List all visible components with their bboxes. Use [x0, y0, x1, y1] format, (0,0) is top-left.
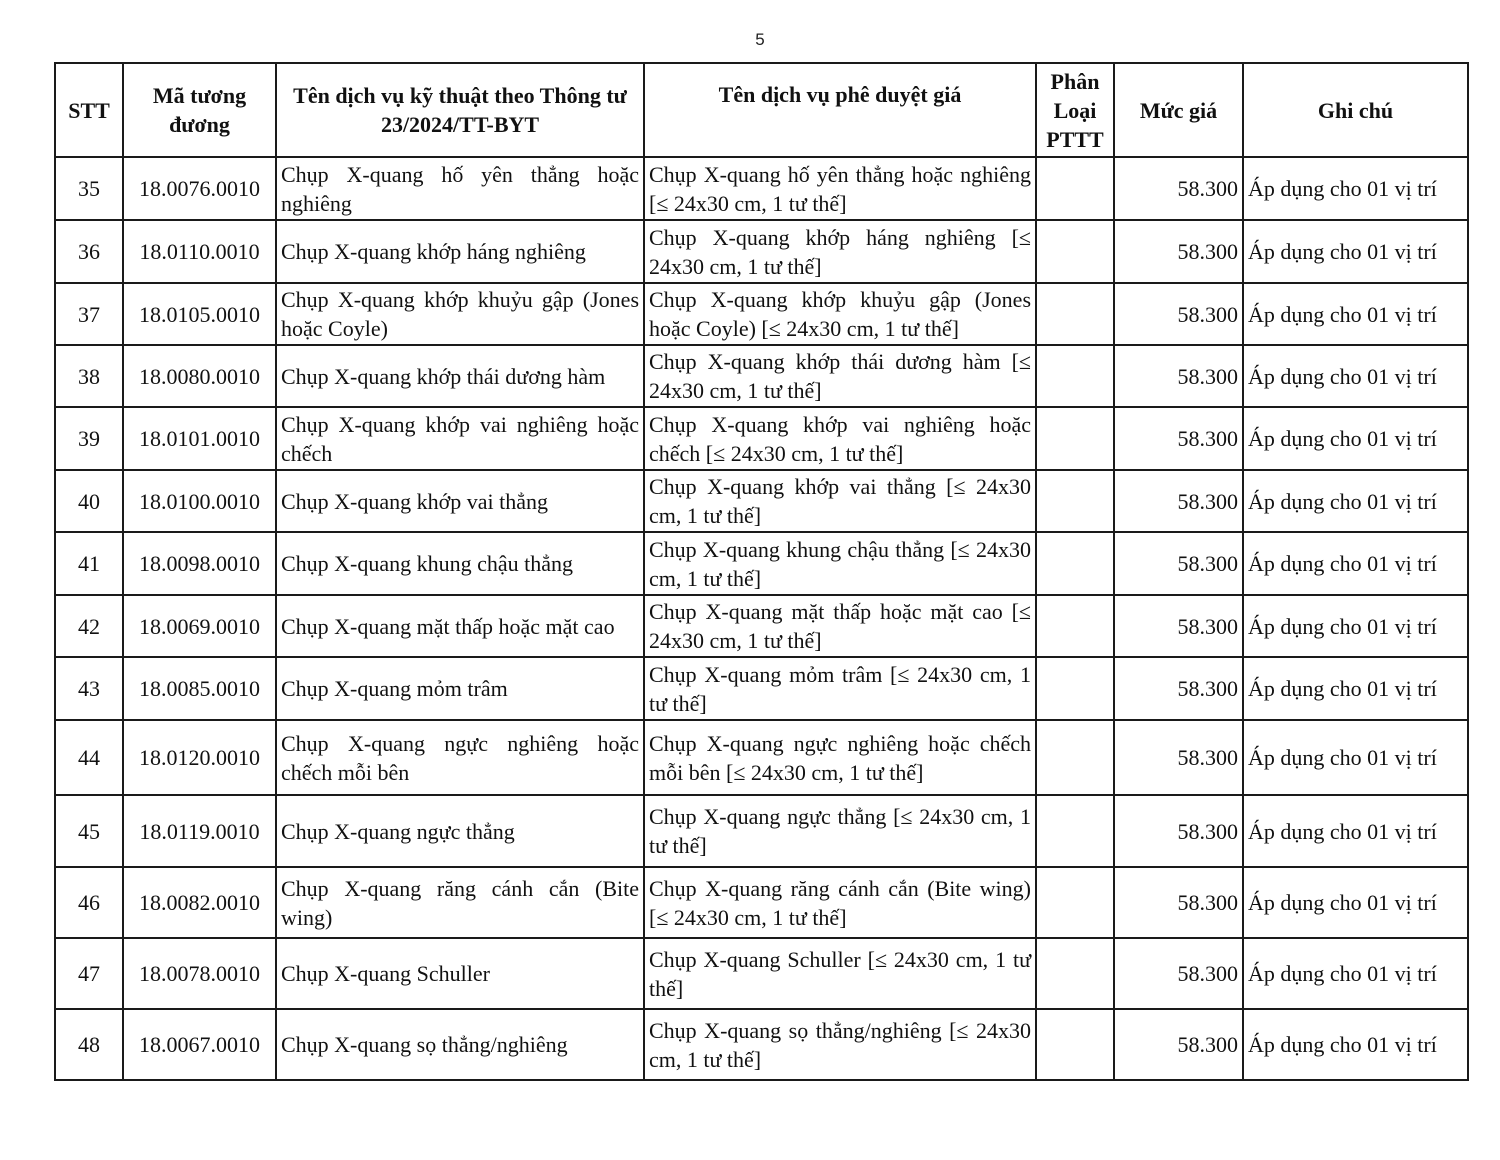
cell-classification [1036, 345, 1114, 407]
cell-classification [1036, 470, 1114, 532]
table-row [55, 345, 1468, 407]
header-note: Ghi chú [1243, 63, 1468, 157]
cell-code: 18.0082.0010 [123, 867, 276, 938]
cell-note: Áp dụng cho 01 vị trí [1243, 720, 1468, 795]
cell-classification [1036, 1009, 1114, 1080]
cell-service-name: Chụp X-quang mỏm trâm [276, 657, 644, 720]
cell-stt: 36 [55, 220, 123, 283]
cell-service-name: Chụp X-quang khớp khuỷu gập (Jones hoặc Coyle) [276, 283, 644, 345]
cell-price: 58.300 [1114, 657, 1243, 720]
cell-classification [1036, 157, 1114, 220]
cell-service-name: Chụp X-quang ngực nghiêng hoặc chếch mỗi bên [276, 720, 644, 795]
table-row [55, 938, 1468, 1009]
cell-approved-name: Chụp X-quang sọ thẳng/nghiêng [≤ 24x30 cm, 1 tư thế] [644, 1009, 1036, 1080]
table-header [55, 63, 1468, 157]
cell-stt: 43 [55, 657, 123, 720]
cell-stt: 35 [55, 157, 123, 220]
cell-classification [1036, 938, 1114, 1009]
header-code: Mã tương đương [123, 63, 276, 157]
cell-approved-name: Chụp X-quang hố yên thẳng hoặc nghiêng [≤ 24x30 cm, 1 tư thế] [644, 157, 1036, 220]
cell-classification [1036, 283, 1114, 345]
cell-classification [1036, 867, 1114, 938]
cell-code: 18.0110.0010 [123, 220, 276, 283]
cell-service-name: Chụp X-quang Schuller [276, 938, 644, 1009]
cell-price: 58.300 [1114, 157, 1243, 220]
cell-classification [1036, 657, 1114, 720]
cell-price: 58.300 [1114, 1009, 1243, 1080]
header-classification: Phân Loại PTTT [1036, 63, 1114, 157]
cell-price: 58.300 [1114, 283, 1243, 345]
table-row [55, 532, 1468, 595]
table-row [55, 407, 1468, 470]
table-row [55, 867, 1468, 938]
cell-note: Áp dụng cho 01 vị trí [1243, 157, 1468, 220]
cell-price: 58.300 [1114, 720, 1243, 795]
header-approved-name: Tên dịch vụ phê duyệt giá [644, 63, 1036, 157]
cell-classification [1036, 220, 1114, 283]
header-price: Mức giá [1114, 63, 1243, 157]
cell-approved-name: Chụp X-quang mỏm trâm [≤ 24x30 cm, 1 tư thế] [644, 657, 1036, 720]
cell-stt: 38 [55, 345, 123, 407]
cell-approved-name: Chụp X-quang khớp vai nghiêng hoặc chếch [≤ 24x30 cm, 1 tư thế] [644, 407, 1036, 470]
cell-approved-name: Chụp X-quang ngực nghiêng hoặc chếch mỗi bên [≤ 24x30 cm, 1 tư thế] [644, 720, 1036, 795]
cell-approved-name: Chụp X-quang mặt thấp hoặc mặt cao [≤ 24x30 cm, 1 tư thế] [644, 595, 1036, 657]
cell-note: Áp dụng cho 01 vị trí [1243, 595, 1468, 657]
table-row [55, 283, 1468, 345]
cell-price: 58.300 [1114, 938, 1243, 1009]
cell-service-name: Chụp X-quang răng cánh cắn (Bite wing) [276, 867, 644, 938]
cell-service-name: Chụp X-quang mặt thấp hoặc mặt cao [276, 595, 644, 657]
cell-approved-name: Chụp X-quang khớp thái dương hàm [≤ 24x30 cm, 1 tư thế] [644, 345, 1036, 407]
cell-approved-name: Chụp X-quang ngực thẳng [≤ 24x30 cm, 1 tư thế] [644, 795, 1036, 867]
table-body [55, 157, 1468, 1080]
table-row [55, 657, 1468, 720]
cell-stt: 45 [55, 795, 123, 867]
cell-note: Áp dụng cho 01 vị trí [1243, 283, 1468, 345]
cell-approved-name: Chụp X-quang khớp khuỷu gập (Jones hoặc Coyle) [≤ 24x30 cm, 1 tư thế] [644, 283, 1036, 345]
table-row [55, 1009, 1468, 1080]
cell-approved-name: Chụp X-quang khớp háng nghiêng [≤ 24x30 cm, 1 tư thế] [644, 220, 1036, 283]
cell-note: Áp dụng cho 01 vị trí [1243, 532, 1468, 595]
cell-stt: 48 [55, 1009, 123, 1080]
cell-note: Áp dụng cho 01 vị trí [1243, 1009, 1468, 1080]
cell-code: 18.0105.0010 [123, 283, 276, 345]
cell-service-name: Chụp X-quang ngực thẳng [276, 795, 644, 867]
cell-approved-name: Chụp X-quang khung chậu thẳng [≤ 24x30 cm, 1 tư thế] [644, 532, 1036, 595]
cell-price: 58.300 [1114, 532, 1243, 595]
cell-note: Áp dụng cho 01 vị trí [1243, 938, 1468, 1009]
cell-classification [1036, 795, 1114, 867]
cell-service-name: Chụp X-quang khung chậu thẳng [276, 532, 644, 595]
cell-classification [1036, 595, 1114, 657]
cell-stt: 40 [55, 470, 123, 532]
page-number: 5 [755, 30, 765, 49]
cell-note: Áp dụng cho 01 vị trí [1243, 407, 1468, 470]
cell-classification [1036, 532, 1114, 595]
table-row [55, 795, 1468, 867]
cell-approved-name: Chụp X-quang răng cánh cắn (Bite wing) [≤ 24x30 cm, 1 tư thế] [644, 867, 1036, 938]
cell-note: Áp dụng cho 01 vị trí [1243, 470, 1468, 532]
cell-price: 58.300 [1114, 595, 1243, 657]
cell-stt: 42 [55, 595, 123, 657]
cell-service-name: Chụp X-quang hố yên thẳng hoặc nghiêng [276, 157, 644, 220]
cell-price: 58.300 [1114, 407, 1243, 470]
cell-service-name: Chụp X-quang khớp vai thẳng [276, 470, 644, 532]
cell-stt: 37 [55, 283, 123, 345]
cell-classification [1036, 720, 1114, 795]
cell-code: 18.0067.0010 [123, 1009, 276, 1080]
table-row [55, 595, 1468, 657]
cell-stt: 41 [55, 532, 123, 595]
cell-price: 58.300 [1114, 220, 1243, 283]
cell-code: 18.0100.0010 [123, 470, 276, 532]
cell-code: 18.0078.0010 [123, 938, 276, 1009]
cell-note: Áp dụng cho 01 vị trí [1243, 795, 1468, 867]
cell-price: 58.300 [1114, 867, 1243, 938]
table-row [55, 720, 1468, 795]
table-row [55, 220, 1468, 283]
header-service-name: Tên dịch vụ kỹ thuật theo Thông tư 23/2024/TT-BYT [276, 63, 644, 157]
cell-approved-name: Chụp X-quang Schuller [≤ 24x30 cm, 1 tư thế] [644, 938, 1036, 1009]
cell-service-name: Chụp X-quang sọ thẳng/nghiêng [276, 1009, 644, 1080]
cell-service-name: Chụp X-quang khớp vai nghiêng hoặc chếch [276, 407, 644, 470]
cell-price: 58.300 [1114, 470, 1243, 532]
header-stt: STT [55, 63, 123, 157]
cell-service-name: Chụp X-quang khớp thái dương hàm [276, 345, 644, 407]
cell-code: 18.0098.0010 [123, 532, 276, 595]
cell-stt: 47 [55, 938, 123, 1009]
cell-code: 18.0101.0010 [123, 407, 276, 470]
cell-note: Áp dụng cho 01 vị trí [1243, 867, 1468, 938]
cell-stt: 39 [55, 407, 123, 470]
table-row [55, 157, 1468, 220]
cell-code: 18.0069.0010 [123, 595, 276, 657]
price-table [54, 62, 1469, 1081]
cell-note: Áp dụng cho 01 vị trí [1243, 657, 1468, 720]
cell-price: 58.300 [1114, 345, 1243, 407]
cell-note: Áp dụng cho 01 vị trí [1243, 345, 1468, 407]
cell-code: 18.0119.0010 [123, 795, 276, 867]
cell-note: Áp dụng cho 01 vị trí [1243, 220, 1468, 283]
cell-stt: 46 [55, 867, 123, 938]
cell-code: 18.0080.0010 [123, 345, 276, 407]
cell-code: 18.0120.0010 [123, 720, 276, 795]
cell-service-name: Chụp X-quang khớp háng nghiêng [276, 220, 644, 283]
cell-approved-name: Chụp X-quang khớp vai thẳng [≤ 24x30 cm, 1 tư thế] [644, 470, 1036, 532]
cell-price: 58.300 [1114, 795, 1243, 867]
cell-code: 18.0076.0010 [123, 157, 276, 220]
cell-stt: 44 [55, 720, 123, 795]
cell-classification [1036, 407, 1114, 470]
cell-code: 18.0085.0010 [123, 657, 276, 720]
table-row [55, 470, 1468, 532]
